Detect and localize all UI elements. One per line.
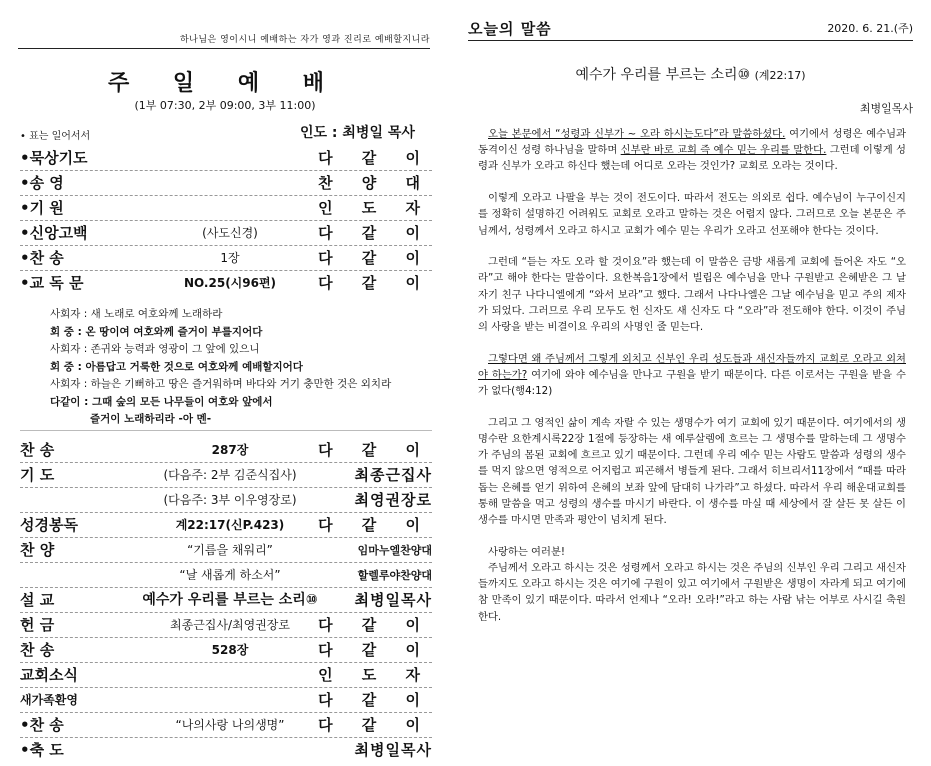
order-row [20,462,432,488]
order-person: 다 같 이 [318,641,432,659]
order-label: 설 교 [20,591,55,609]
reading-line: 즐거이 노래하리라 -아 멘- [90,413,212,425]
order-person: 최영권장로 [354,491,432,509]
order-detail: 287장 [211,443,249,457]
order-person: 다 같 이 [318,224,432,242]
order-person: 다 같 이 [318,249,432,267]
sermon-panel [468,0,931,766]
paragraph: 사랑하는 여러분! [488,545,566,558]
order-person: 다 같 이 [318,274,432,292]
order-person: 다 같 이 [318,149,432,167]
order-person: 다 같 이 [318,616,432,634]
order-detail: (다음주: 2부 김준식집사) [163,468,297,482]
page-title: 주 일 예 배 [108,71,342,96]
order-label: •찬 송 [20,249,64,267]
motto: 하나님은 영이시니 예배하는 자가 영과 진리로 예배할지니라 [18,32,430,49]
order-label: 교회소식 [20,666,78,684]
order-label: 찬 송 [20,441,55,459]
service-times: (1부 07:30, 2부 09:00, 3부 11:00) [134,99,316,112]
paragraph: 이렇게 오라고 나팔을 부는 것이 전도이다. 따라서 전도는 의외로 쉽다. 예수님이 누구이신지를 정확히 설명하긴 어려워도 교회로 오라고 말하는 것은 어렵지 않다. 그러므로 오늘 본문은 주님께서, 성령께서 오라고 하시고 교회가 예수 믿는 우리가 오라고 선포해야 한다는 것이다. [478,192,906,237]
order-label: 헌 금 [20,616,55,634]
order-row [20,712,432,738]
order-row [20,612,432,638]
order-row [20,537,432,563]
order-detail: (사도신경) [202,226,258,240]
order-detail: (다음주: 3부 이우영장로) [163,493,297,507]
order-row [20,220,432,246]
order-person: 다 같 이 [318,716,432,734]
paragraph: 그런데 “듣는 자도 오라 할 것이요”라 했는데 이 말씀은 금방 새롭게 교회에 들어온 자도 “오라”고 해야 한다는 말씀이다. 요한복음1장에서 빌립은 예수님을 만나 구원받고 은혜받은 그 날 자기 친구 나다니엘에게 “와서 보라”고 했다. 그래서 나다나엘은 그날 예수님을 믿고 주의 제자가 되었다. 그러므로 우리 모두도 헌 신자도 새 신자도 다 “오라”라 전도해야 한다. 이것이 주님의 사랑을 받는 비결이요 우리의 사명인 줄 믿는다. [478,256,906,334]
order-person: 인 도 자 [318,199,432,217]
order-label: 찬 양 [20,541,55,559]
order-detail: 최종근집사/최영권장로 [170,618,290,632]
sermon-reference: (계22:17) [754,69,806,82]
sermon-title [468,64,913,84]
order-detail: 예수가 우리를 부르는 소리⑩ [142,592,318,608]
order-label: •찬 송 [20,716,64,734]
order-label: 기 도 [20,466,55,484]
order-row [20,512,432,538]
sermon-header-title: 오늘의 말씀 [468,20,552,38]
reading-line: 회 중 : 온 땅이여 여호와께 즐거이 부를지어다 [50,325,263,338]
order-row [20,437,432,463]
order-detail: 528장 [211,643,249,657]
order-detail: 계22:17(신P.423) [175,518,285,532]
order-person: 다 같 이 [318,516,432,534]
order-detail: “나의사랑 나의생명” [175,718,285,732]
worship-order-panel [0,0,450,766]
order-label: •묵상기도 [20,149,88,167]
order-person: 최병일목사 [354,591,432,609]
order-detail: 1장 [220,251,240,265]
order-row [20,487,432,513]
paragraph: 그렇다면 왜 주님께서 그렇게 외치고 신부인 우리 성도들과 새신자들까지 교회로 오라고 외쳐야 하는가? 여기에 와야 예수님을 만나고 구원을 받기 때문이다. 다른 이로서는 구원을 받을 수가 없다(행4:12) [478,352,907,398]
reading-line: 회 중 : 아름답고 거룩한 것으로 여호와께 예배할지어다 [50,360,303,373]
paragraph: 주님께서 오라고 하시는 것은 성령께서 오라고 하시는 것은 주님의 신부인 우리 그리고 새신자들까지도 오라고 하시는 것은 여기에 구원이 있고 여기에서 구원받은 생명이 자라게 되고 여기에 참 만족이 있기 때문이다. 따라서 언제나 “오라! 오라!”라고 하는 사람 낚는 어부로 사시길 축원한다. [478,561,906,623]
order-row [20,687,432,713]
order-label: 찬 송 [20,641,55,659]
order-row [20,195,432,221]
standing-note: • 표는 일어서서 [20,131,91,142]
order-detail: “기름을 채워리” [187,543,273,557]
order-person: 인 도 자 [318,666,432,684]
sermon-date: 2020. 6. 21.(주) [827,22,913,35]
reading-line: 다같이 : 그때 숲의 모든 나무들이 여호와 앞에서 [50,395,273,408]
order-row [20,562,432,588]
order-label: •신앙고백 [20,224,88,242]
order-row [20,145,432,171]
order-row [20,737,432,762]
order-person: 찬 양 대 [318,174,432,192]
order-person: 최병일목사 [354,741,432,759]
order-label: •축 도 [20,741,64,759]
order-person: 최종근집사 [354,466,432,484]
order-detail: NO.25(시96편) [183,276,277,290]
preacher: 최병일목사 [859,102,913,115]
order-label: 새가족환영 [20,693,78,707]
reading-line: 사회자 : 존귀와 능력과 영광이 그 앞에 있으니 [50,343,260,355]
order-detail: “날 새롭게 하소서” [179,568,281,582]
order-row [20,662,432,688]
order-person: 다 같 이 [318,441,432,459]
order-row [20,587,432,613]
sermon-body [478,126,906,640]
order-person: 할렐루야찬양대 [357,569,432,582]
order-row [20,170,432,196]
sermon-title-text: 예수가 우리를 부르는 소리⑩ [575,67,751,83]
paragraph: 오늘 본문에서 “성령과 신부가 ~ 오라 하시는도다”라 말씀하셨다. 여기에서 성령은 예수님과 동격이신 성령 하나님을 말하며 신부란 바로 교회 즉 예수 믿는 우리를 말한다. 그런데 이렇게 성령과 신부가 오라고 하신다 했는데 어디로 오라는 것인가? 교회로 오라는 것이다. [478,128,907,173]
order-row [20,637,432,663]
order-person: 임마누엘찬양대 [357,544,432,557]
leader: 인도 : 최병일 목사 [300,125,415,141]
reading-line: 사회자 : 하늘은 기뻐하고 땅은 즐거워하며 바다와 거기 충만한 것은 외치라 [50,378,392,390]
responsive-reading [50,306,440,429]
order-label: 성경봉독 [20,516,78,534]
reading-line: 사회자 : 새 노래로 여호와께 노래하라 [50,308,223,320]
order-label: •교 독 문 [20,274,84,292]
order-row [20,270,432,295]
paragraph: 그리고 그 영적인 삶이 계속 자랄 수 있는 생명수가 여기 교회에 있기 때문이다. 여기에서의 생명수란 요한계시록22장 1절에 등장하는 새 예루살렘에 흐르는 그 생명수를 말하는데 그 생명수가 주님의 몸된 교회에 흐르고 있기 때문이다. 그런데 우리 예수 믿는 사람도 말씀과 성령의 생수를 먹지 않으면 영적으로 어지럽고 피곤해서 병들게 된다. 그래서 히브리서11장에서 “때를 따라 돕는 은혜를 얻기 위하여 은혜의 보좌 앞에 담대히 나가라”고 하셨다. 따라서 우리 해운대교회를 통해 말씀을 먹고 성령의 생수를 마시기 바란다. 이 생수를 마실 때 세상에서 잘 살든 못 살든 이 생수를 마시면 만족과 평안이 넘치게 된다. [478,416,906,527]
order-label: •기 원 [20,199,64,217]
divider [20,430,432,431]
header-rule [468,40,913,41]
order-row [20,245,432,271]
order-person: 다 같 이 [318,691,432,709]
order-label: •송 영 [20,174,64,192]
